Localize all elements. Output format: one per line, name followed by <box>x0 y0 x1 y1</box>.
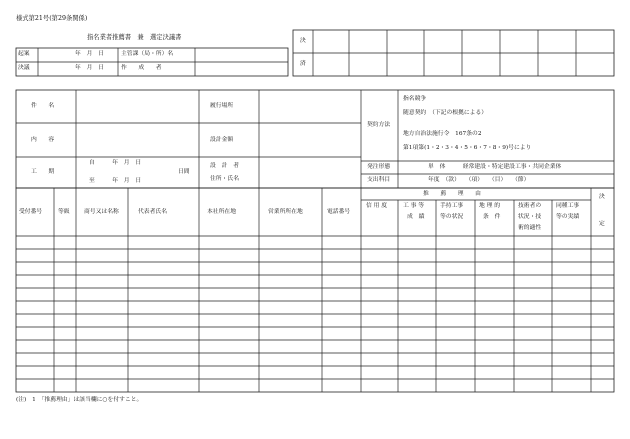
col-daihyo: 代表者氏名 <box>138 209 167 215</box>
designer-addr-label: 住所・氏名 <box>210 176 239 182</box>
col-r5b: 状況・技 <box>518 214 542 220</box>
nichikan-label: 日間 <box>178 169 190 175</box>
koki-from: 自 年 月 日 <box>89 160 142 166</box>
col-kettei-a: 決 <box>599 194 605 200</box>
footnote: (注) 1 「推薦理由」は該当欄に○を付すこと。 <box>16 397 143 403</box>
cm-line2: 随意契約 （下記の根拠による） <box>403 110 488 116</box>
col-r2b: 成 績 <box>407 214 425 220</box>
ketsugi-date: 年 月 日 <box>75 65 104 71</box>
dept-label: 主管課（局・所）名 <box>121 51 174 57</box>
col-r6a: 同種工事 <box>556 203 580 209</box>
payment-value: 年度 （款） （項） （目） （節） <box>428 177 530 183</box>
cm-line3: 地方自治法施行令 167条の2 <box>403 131 482 137</box>
cm-line1: 指名競争 <box>403 96 427 102</box>
form-number: 様式第21号(第29条関係) <box>16 15 88 22</box>
col-r6b: 等の実績 <box>556 214 580 220</box>
cm-line4: 第1項第(1・2・3・4・5・6・7・8・9)号により <box>403 145 532 151</box>
designer-label: 設 計 者 <box>210 163 239 169</box>
ketsu-label: 決 <box>300 38 306 44</box>
col-reason-group: 推 薦 理 由 <box>423 191 481 197</box>
kian-date: 年 月 日 <box>75 51 104 57</box>
ketsugi-label: 決議 <box>18 65 30 71</box>
col-eigyo: 営業所所在地 <box>268 209 303 215</box>
col-tel: 電話番号 <box>327 209 351 215</box>
koki-to: 至 年 月 日 <box>89 178 142 184</box>
kenmei-label: 件 名 <box>31 103 55 109</box>
col-kettei-b: 定 <box>599 221 605 227</box>
contract-method-label: 契約方法 <box>367 122 391 128</box>
col-r4a: 地 理 的 <box>479 203 501 209</box>
col-r5a: 技術者の <box>518 203 542 209</box>
col-r4b: 条 件 <box>483 214 501 220</box>
koki-label: 工 期 <box>31 169 55 175</box>
col-uketsuke: 受付番号 <box>19 209 43 215</box>
col-r2a: 工 事 等 <box>403 203 425 209</box>
place-label: 履行場所 <box>210 103 234 109</box>
naiyo-label: 内 容 <box>31 137 55 143</box>
kian-label: 起案 <box>18 51 30 57</box>
doc-title: 指名業者推薦書 兼 選定決議書 <box>87 34 182 41</box>
col-r5c: 術的適性 <box>518 225 542 231</box>
col-shogo: 商号又は名称 <box>84 209 119 215</box>
payment-label: 支出科目 <box>367 177 391 183</box>
author-label: 作 成 者 <box>121 65 162 71</box>
sai-label: 済 <box>300 61 306 67</box>
col-honsha: 本社所在地 <box>207 209 236 215</box>
col-r3a: 手持工事 <box>440 203 464 209</box>
amount-label: 設計金額 <box>210 137 234 143</box>
col-tokyu: 等級 <box>58 209 70 215</box>
col-r1: 信 用 度 <box>366 203 388 209</box>
col-r3b: 等の状況 <box>440 214 464 220</box>
order-type-label: 発注形態 <box>367 164 391 170</box>
order-type-value: 単 体 経常建設・特定建設工事・共同企業体 <box>428 164 562 170</box>
